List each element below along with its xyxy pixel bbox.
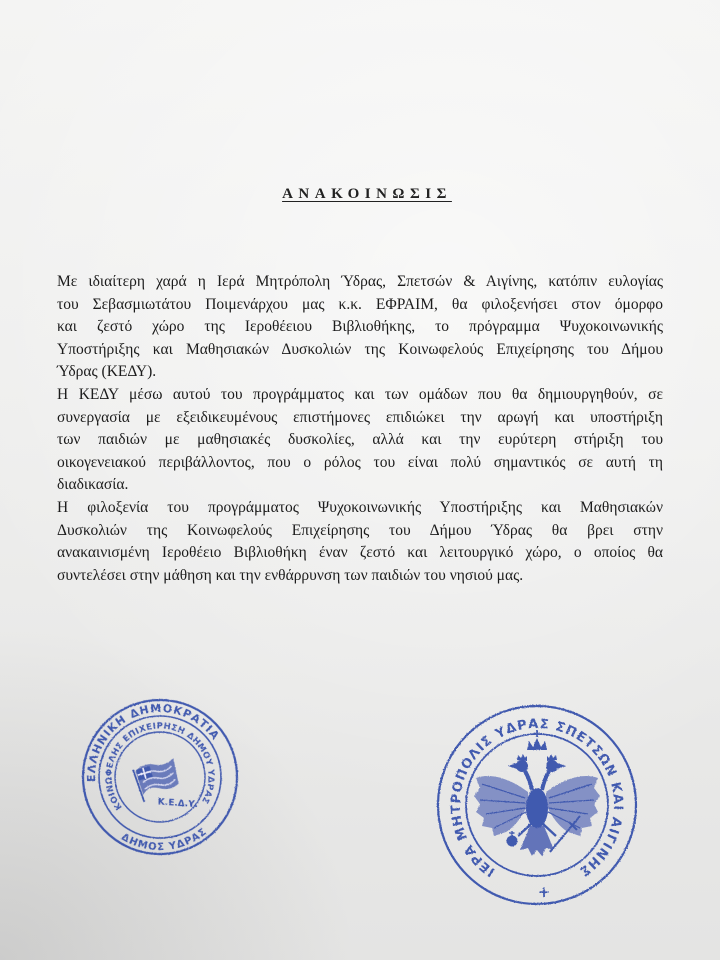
cross-symbol: + [537, 883, 551, 901]
text-line: των παιδιών με μαθησιακές δυσκολίες, αλλά και την ευρύτερη στήριξη του [57, 431, 663, 449]
announcement-title: ΑΝΑΚΟΙΝΩΣΙΣ [282, 186, 452, 202]
text-line: συντελέσει στην μάθηση και την ενθάρρυνση των παιδιών του νησιού μας. [57, 566, 524, 584]
text-line: Δυσκολιών της Κοινωφελούς Επιχείρησης του Δήμου Ύδρας θα βρει στην [57, 521, 663, 539]
stamp-kedy [76, 693, 244, 861]
text-line: διαδικασία. [57, 476, 129, 494]
text-line: Ύδρας (ΚΕΔΥ). [57, 363, 157, 381]
text-line: Η φιλοξενία του προγράμματος Ψυχοκοινωνικής Υποστήριξης και Μαθησιακών [57, 498, 663, 516]
text-line: Η ΚΕΔΥ μέσω αυτού του προγράμματος και των ομάδων που θα δημιουργηθούν, σε [57, 385, 663, 403]
text-line: του Σεβασμιωτάτου Ποιμενάρχου μας κ.κ. ΕΦΡΑΙΜ, θα φιλοξενήσει στον όμορφο [57, 295, 663, 313]
text-line: οικογενειακού περιβάλλοντος, που ο ρόλος του είναι πολύ σημαντικός σε αυτή τη [57, 453, 663, 471]
stamp-ring-text: ΔΗΜΟΣ ΥΔΡΑΣ [119, 826, 210, 854]
text-line: συνεργασία με εξειδικευμένους επιστήμονες επιδιώκει την αρωγή και υποστήριξη [57, 408, 663, 426]
stamp-ring-text: ΕΛΛΗΝΙΚΗ ΔΗΜΟΚΡΑΤΙΑ [84, 701, 223, 783]
stamp-ring-text: ΚΟΙΝΩΦΕΛΗΣ ΕΠΙΧΕΙΡΗΣΗ ΔΗΜΟΥ ΥΔΡΑΣ [104, 721, 216, 812]
stamp-metropolis [432, 700, 642, 910]
stamp-ring-text: ΙΕΡΑ ΜΗΤΡΟΠΟΛΙΣ ΥΔΡΑΣ ΣΠΕΤΣΩΝ ΚΑΙ ΑΙΓΙΝΗΣ [448, 716, 626, 880]
text-line: Με ιδιαίτερη χαρά η Ιερά Μητρόπολη Ύδρας, Σπετσών & Αιγίνης, κατόπιν ευλογίας [57, 273, 663, 290]
stamp-ring-text-bottom [118, 826, 210, 856]
stamp-center-text: Κ.Ε.Δ.Υ. [157, 797, 199, 811]
text-line: και ζεστό χώρο της Ιεροθέειου Βιβλιοθήκης, το πρόγραμμα Ψυχοκοινωνικής [57, 318, 663, 336]
paragraph [57, 271, 663, 384]
announcement-body [57, 271, 663, 587]
paragraph [57, 384, 663, 497]
text-line: Υποστήριξης και Μαθησιακών Δυσκολιών της Κοινωφελούς Επιχείρησης του Δήμου [57, 340, 663, 358]
greek-flag-icon [133, 757, 183, 802]
text-line: ανακαινισμένη Ιεροθέειο Βιβλιοθήκη έναν ζεστό και λειτουργικό χώρο, ο οποίος θα [57, 544, 663, 562]
paragraph [57, 497, 663, 587]
